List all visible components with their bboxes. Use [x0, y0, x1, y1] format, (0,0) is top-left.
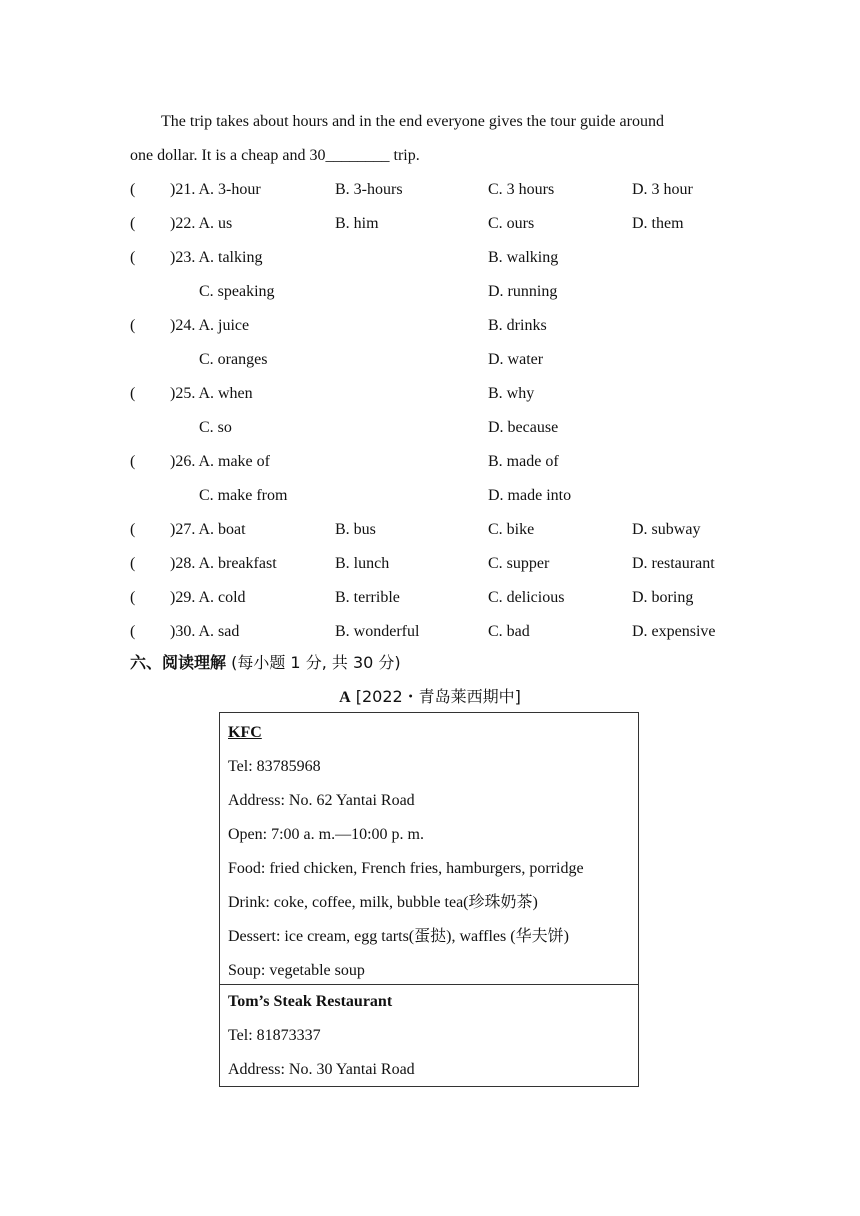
option-d: D. expensive — [632, 623, 716, 640]
kfc-soup: Soup: vegetable soup — [228, 962, 365, 979]
option-d: D. boring — [632, 589, 694, 606]
option-b: B. him — [335, 215, 379, 232]
option-b: B. why — [488, 385, 535, 402]
kfc-food: Food: fried chicken, French fries, hamburgers, porridge — [228, 860, 584, 877]
answer-paren[interactable]: ( — [130, 181, 136, 198]
passage-letter: A — [339, 689, 351, 706]
passage-a-title — [0, 687, 860, 708]
option-a: )26. A. make of — [170, 453, 270, 470]
answer-paren[interactable]: ( — [130, 317, 136, 334]
option-c: C. oranges — [199, 351, 268, 368]
option-b: B. walking — [488, 249, 559, 266]
question-21 — [130, 180, 750, 200]
passage-source: [2022・青岛莱西期中] — [350, 687, 521, 706]
option-d: D. restaurant — [632, 555, 715, 572]
option-c: C. bike — [488, 521, 535, 538]
kfc-info-box — [219, 712, 639, 985]
option-a: )29. A. cold — [170, 589, 246, 606]
question-24-row-2 — [130, 350, 750, 370]
option-d: D. them — [632, 215, 684, 232]
option-a: )23. A. talking — [170, 249, 263, 266]
option-c: C. supper — [488, 555, 550, 572]
option-b: B. 3-hours — [335, 181, 403, 198]
answer-paren[interactable]: ( — [130, 555, 136, 572]
question-24 — [130, 316, 750, 336]
option-c: C. ours — [488, 215, 535, 232]
answer-paren[interactable]: ( — [130, 385, 136, 402]
option-d: D. because — [488, 419, 559, 436]
option-a: )22. A. us — [170, 215, 233, 232]
answer-paren[interactable]: ( — [130, 453, 136, 470]
question-23 — [130, 248, 750, 268]
question-30 — [130, 622, 750, 642]
option-a: )28. A. breakfast — [170, 555, 277, 572]
option-a: )30. A. sad — [170, 623, 240, 640]
question-26-row-2 — [130, 486, 750, 506]
question-28 — [130, 554, 750, 574]
section-heading — [130, 653, 401, 674]
option-b: B. lunch — [335, 555, 390, 572]
option-b: B. wonderful — [335, 623, 420, 640]
option-c: C. delicious — [488, 589, 565, 606]
option-d: D. 3 hour — [632, 181, 693, 198]
toms-tel: Tel: 81873337 — [228, 1027, 321, 1044]
option-b: B. drinks — [488, 317, 547, 334]
question-22 — [130, 214, 750, 234]
question-26 — [130, 452, 750, 472]
question-25 — [130, 384, 750, 404]
kfc-tel: Tel: 83785968 — [228, 758, 321, 775]
option-a: )24. A. juice — [170, 317, 250, 334]
answer-paren[interactable]: ( — [130, 215, 136, 232]
toms-name: Tom’s Steak Restaurant — [228, 993, 393, 1010]
option-d: D. subway — [632, 521, 701, 538]
section-title: 六、阅读理解 — [130, 653, 227, 672]
kfc-dessert: Dessert: ice cream, egg tarts(蛋挞), waffles (华夫饼) — [228, 928, 569, 945]
option-a: )21. A. 3-hour — [170, 181, 261, 198]
answer-paren[interactable]: ( — [130, 623, 136, 640]
option-d: D. made into — [488, 487, 572, 504]
answer-paren[interactable]: ( — [130, 249, 136, 266]
option-c: C. bad — [488, 623, 530, 640]
answer-paren[interactable]: ( — [130, 589, 136, 606]
passage-line-1: The trip takes about hours and in the end everyone gives the tour guide around — [161, 113, 664, 130]
option-a: )25. A. when — [170, 385, 253, 402]
option-b: B. bus — [335, 521, 376, 538]
kfc-name: KFC — [228, 724, 262, 741]
kfc-address: Address: No. 62 Yantai Road — [228, 792, 415, 809]
question-23-row-2 — [130, 282, 750, 302]
toms-info-box — [219, 984, 639, 1087]
option-c: C. speaking — [199, 283, 275, 300]
option-c: C. make from — [199, 487, 288, 504]
option-d: D. running — [488, 283, 558, 300]
passage-line-2: one dollar. It is a cheap and 30________ trip. — [130, 147, 420, 164]
option-d: D. water — [488, 351, 544, 368]
option-a: )27. A. boat — [170, 521, 246, 538]
kfc-drink: Drink: coke, coffee, milk, bubble tea(珍珠奶茶) — [228, 894, 538, 911]
option-b: B. terrible — [335, 589, 400, 606]
option-b: B. made of — [488, 453, 559, 470]
question-25-row-2 — [130, 418, 750, 438]
question-27 — [130, 520, 750, 540]
kfc-open-hours: Open: 7:00 a. m.—10:00 p. m. — [228, 826, 424, 843]
option-c: C. 3 hours — [488, 181, 555, 198]
question-29 — [130, 588, 750, 608]
section-scoring: (每小题 1 分, 共 30 分) — [226, 653, 401, 672]
option-c: C. so — [199, 419, 232, 436]
toms-address: Address: No. 30 Yantai Road — [228, 1061, 415, 1078]
answer-paren[interactable]: ( — [130, 521, 136, 538]
